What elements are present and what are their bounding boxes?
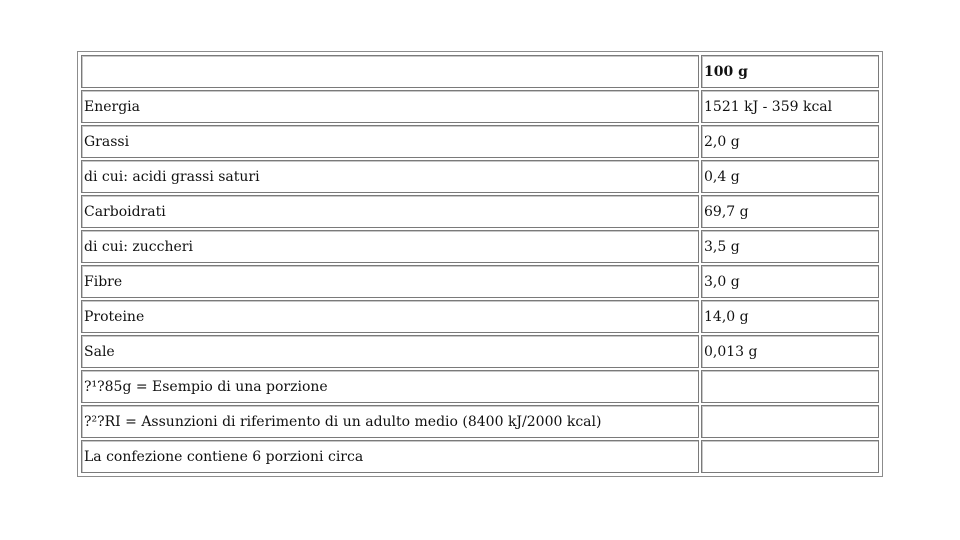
nutrition-table <box>79 53 881 475</box>
row-label: di cui: zuccheri <box>81 230 699 263</box>
table-row <box>81 440 879 473</box>
nutrition-table-frame <box>77 51 883 477</box>
row-label: di cui: acidi grassi saturi <box>81 160 699 193</box>
row-value <box>701 405 879 438</box>
table-row <box>81 265 879 298</box>
row-label: Proteine <box>81 300 699 333</box>
row-value: 3,0 g <box>701 265 879 298</box>
row-value: 0,4 g <box>701 160 879 193</box>
row-value: 14,0 g <box>701 300 879 333</box>
row-value: 3,5 g <box>701 230 879 263</box>
row-value <box>701 440 879 473</box>
table-row <box>81 405 879 438</box>
row-label: Grassi <box>81 125 699 158</box>
table-header-row <box>81 55 879 88</box>
header-value-cell: 100 g <box>701 55 879 88</box>
row-label: La confezione contiene 6 porzioni circa <box>81 440 699 473</box>
header-label-cell <box>81 55 699 88</box>
row-value: 1521 kJ - 359 kcal <box>701 90 879 123</box>
row-value <box>701 370 879 403</box>
table-row <box>81 370 879 403</box>
row-label: Fibre <box>81 265 699 298</box>
table-row <box>81 125 879 158</box>
row-value: 2,0 g <box>701 125 879 158</box>
row-value: 0,013 g <box>701 335 879 368</box>
table-row <box>81 90 879 123</box>
row-label: ?²?RI = Assunzioni di riferimento di un adulto medio (8400 kJ/2000 kcal) <box>81 405 699 438</box>
table-row <box>81 195 879 228</box>
row-label: Carboidrati <box>81 195 699 228</box>
table-row <box>81 335 879 368</box>
row-label: ?¹?85g = Esempio di una porzione <box>81 370 699 403</box>
row-label: Energia <box>81 90 699 123</box>
row-value: 69,7 g <box>701 195 879 228</box>
table-row <box>81 160 879 193</box>
row-label: Sale <box>81 335 699 368</box>
table-row <box>81 300 879 333</box>
table-row <box>81 230 879 263</box>
